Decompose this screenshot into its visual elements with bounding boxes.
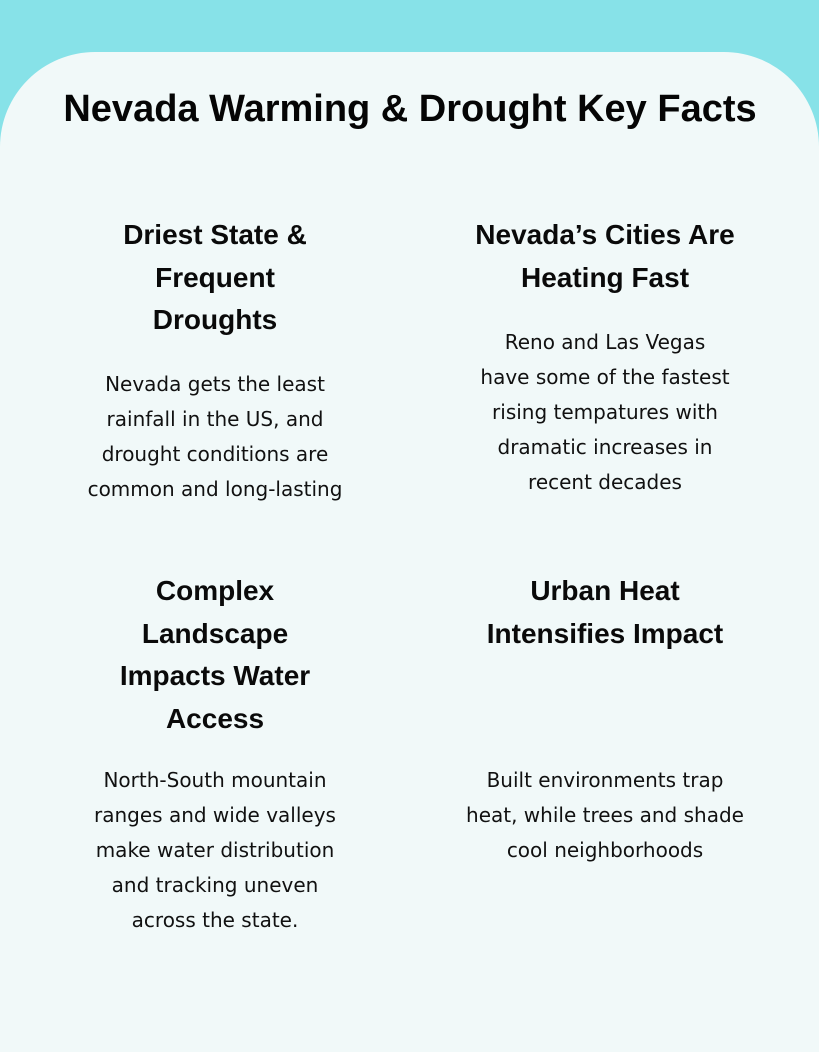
fact-heading-driest-state: Driest State & Frequent Droughts [123, 219, 307, 335]
page-title: Nevada Warming & Drought Key Facts [63, 88, 757, 130]
fact-heading-cities-heating: Nevada’s Cities Are Heating Fast [475, 219, 735, 293]
fact-body-driest-state: Nevada gets the least rainfall in the US, and drought conditions are common and long-lasting [87, 372, 343, 501]
fact-body-urban-heat: Built environments trap heat, while trees and shade cool neighborhoods [466, 768, 744, 862]
fact-heading-urban-heat: Urban Heat Intensifies Impact [486, 575, 724, 649]
fact-body-cities-heating: Reno and Las Vegas have some of the fastest rising tempatures with dramatic increases in recent decades [480, 330, 730, 494]
fact-body-complex-landscape: North-South mountain ranges and wide valleys make water distribution and tracking uneven across the state. [94, 768, 336, 932]
fact-heading-complex-landscape: Complex Landscape Impacts Water Access [119, 575, 311, 734]
